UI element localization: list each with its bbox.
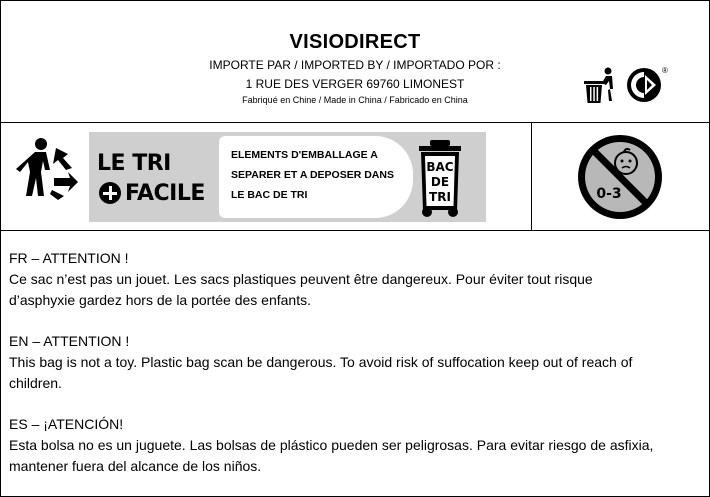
- warning-en-heading: EN – ATTENTION !: [9, 333, 130, 349]
- warning-fr-line2: d’asphyxie gardez hors de la portée des enfants.: [9, 292, 311, 308]
- warnings-section: [1, 231, 709, 496]
- green-dot-icon: [626, 67, 662, 103]
- warning-fr-heading: FR – ATTENTION !: [9, 250, 129, 266]
- bin-disposal-icon: [582, 67, 618, 105]
- warning-es-line2: mantener fuera del alcance de los niños.: [9, 458, 262, 474]
- tri-text-line3: LE BAC DE TRI: [231, 189, 308, 201]
- bin-word-tri: TRI: [429, 190, 451, 204]
- warning-fr-line1: Ce sac n’est pas un jouet. Les sacs plastiques peuvent être dangereux. Pour éviter tout risque: [9, 271, 593, 287]
- triman-icon: [8, 134, 80, 206]
- no-under-3-icon: [576, 133, 664, 221]
- warning-es-heading: ES – ¡ATENCIÓN!: [9, 416, 124, 432]
- tri-title-line1: LE TRI: [97, 151, 171, 176]
- plus-icon: [99, 182, 121, 204]
- origin-line: Fabriqué en Chine / Made in China / Fabricado en China: [242, 95, 468, 105]
- section-divider: [531, 123, 532, 230]
- warning-en-line1: This bag is not a toy. Plastic bag scan be dangerous. To avoid risk of suffocation keep out of reach of: [9, 354, 633, 370]
- brand-name: VISIODIRECT: [289, 31, 421, 53]
- sorting-bin-icon: [415, 140, 465, 218]
- age-label: 0-3: [596, 186, 622, 202]
- importer-line: IMPORTE PAR / IMPORTED BY / IMPORTADO POR :: [209, 58, 501, 72]
- bin-word-bac: BAC: [426, 160, 454, 174]
- warning-es-line1: Esta bolsa no es un juguete. Las bolsas de plástico pueden ser peligrosas. Para evitar riesgo de asfixia,: [9, 437, 654, 453]
- recycling-section: [1, 123, 709, 231]
- tri-text-line2: SEPARER ET A DEPOSER DANS: [231, 169, 394, 181]
- warning-en-line2: children.: [9, 375, 62, 391]
- bin-word-de: DE: [430, 175, 450, 189]
- registered-mark: ®: [662, 66, 668, 75]
- tri-title-line2: FACILE: [125, 181, 205, 206]
- importer-address: 1 RUE DES VERGER 69760 LIMONEST: [245, 77, 465, 91]
- tri-text-line1: ELEMENTS D'EMBALLAGE A: [231, 149, 378, 161]
- header-section: [1, 1, 709, 123]
